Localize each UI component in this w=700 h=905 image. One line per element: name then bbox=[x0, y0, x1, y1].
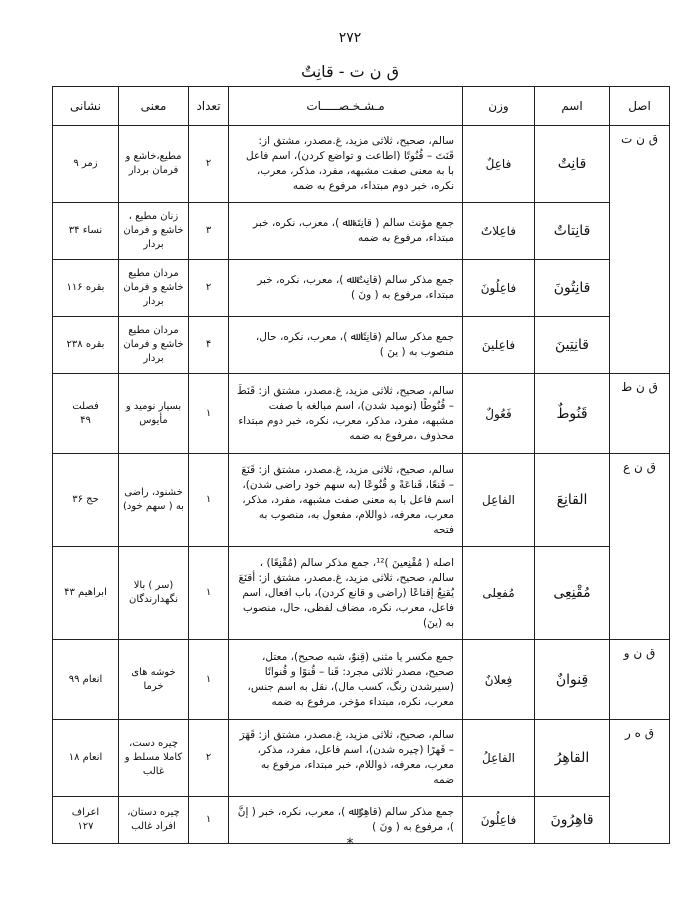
cell-reference: حج ۳۶ bbox=[53, 454, 119, 547]
header-description: مـشـخـصـــــات bbox=[229, 87, 463, 126]
cell-count: ۲ bbox=[189, 720, 229, 797]
cell-pattern: فاعِلُونَ bbox=[463, 797, 535, 844]
cell-meaning: مردان مطیع خاشع و فرمان بردار bbox=[119, 317, 189, 374]
header-word: اسم bbox=[535, 87, 610, 126]
cell-meaning: چیره دستان، افراد غالب bbox=[119, 797, 189, 844]
cell-pattern: فَعُولٌ bbox=[463, 374, 535, 454]
cell-word: قِنوانٌ bbox=[535, 640, 610, 720]
cell-pattern: الفاعِلُ bbox=[463, 720, 535, 797]
table-row bbox=[53, 454, 670, 547]
cell-pattern: فاعِلاتٌ bbox=[463, 203, 535, 260]
cell-word: قاهِرُونَ bbox=[535, 797, 610, 844]
cell-description: سالم، صحیح، ثلاثی مزید، غ.مصدر، مشتق از: قَنَتَ – قُنُوتًا (اطاعت و تواضع کردن)، اسم فاعل با به معنی صفت مشبهه، مفرد، مذکر، معرب، نکره، خبر دوم مبتداء، مرفوع به ضمه bbox=[229, 126, 463, 203]
table-row bbox=[53, 547, 670, 640]
table-row bbox=[53, 260, 670, 317]
cell-meaning: خشنود، راضی به ( سهم خود) bbox=[119, 454, 189, 547]
cell-description: سالم، صحیح، ثلاثی مزید، غ.مصدر، مشتق از: قَهَرَ – قَهرًا (چیره شدن)، اسم فاعل، مفرد، مذکر، معرب، معرفه، ذواللام، خبر مبتداء، مرفوع به ضمه bbox=[229, 720, 463, 797]
table-row bbox=[53, 126, 670, 203]
cell-word: قانِتِینَ bbox=[535, 317, 610, 374]
table-header-row bbox=[53, 87, 670, 126]
header-meaning: معنی bbox=[119, 87, 189, 126]
cell-description: سالم، صحیح، ثلاثی مزید، غ.مصدر، مشتق از: قَنَعَ – قَنعًا، قَناعَةً و قُنُوعًا (به سهم خود راضی شدن)، اسم فاعل با به معنی صفت مشبهه، مفرد، مذکر، معرب، معرفه، ذواللام، مفعول به، منصوب به فتحه bbox=[229, 454, 463, 547]
header-pattern: وزن bbox=[463, 87, 535, 126]
cell-word: قانِتٌ bbox=[535, 126, 610, 203]
table-row bbox=[53, 317, 670, 374]
cell-word: القاهِرُ bbox=[535, 720, 610, 797]
cell-root: ق ن و bbox=[610, 640, 670, 720]
cell-meaning: مطیع،خاشع و فرمان بردار bbox=[119, 126, 189, 203]
cell-pattern: مُفعِلی bbox=[463, 547, 535, 640]
header-root: اصل bbox=[610, 87, 670, 126]
cell-count: ۴ bbox=[189, 317, 229, 374]
cell-word: قانِتُونَ bbox=[535, 260, 610, 317]
table-row bbox=[53, 203, 670, 260]
cell-word: قَنُوطٌ bbox=[535, 374, 610, 454]
cell-description: جمع مذکر سالم (قاهِرٌ ﷲ )، معرب، نکره، خبر ( إنَّ )، مرفوع به ( ونَ ) bbox=[229, 797, 463, 844]
cell-meaning: چیره دست، کاملا مسلط و غالب bbox=[119, 720, 189, 797]
cell-reference: ابراهیم ۴۳ bbox=[53, 547, 119, 640]
cell-description: جمع مکسر یا مثنی (قِنوٌ، شبه صحیح)، معتل، صحیح، مصدر ثلاثی مجرد: قَنا – قُنوًا و قُنوانًا (سیرشدن رنگ، کسب مال)، نقل به اسم جنس، معرب، نکره، مبتداء مؤخر، مرفوع به ضمه bbox=[229, 640, 463, 720]
cell-pattern: فاعِلینَ bbox=[463, 317, 535, 374]
cell-root: ق ه ر bbox=[610, 720, 670, 844]
cell-root: ق ن ع bbox=[610, 454, 670, 640]
cell-count: ۱ bbox=[189, 547, 229, 640]
table-row bbox=[53, 720, 670, 797]
cell-reference: انعام ۱۸ bbox=[53, 720, 119, 797]
cell-reference: بقره ۲۳۸ bbox=[53, 317, 119, 374]
cell-meaning: (سر ) بالا نگهدارندگان bbox=[119, 547, 189, 640]
cell-count: ۳ bbox=[189, 203, 229, 260]
cell-count: ۲ bbox=[189, 126, 229, 203]
cell-pattern: فِعلانٌ bbox=[463, 640, 535, 720]
root-analysis-table bbox=[52, 86, 670, 844]
cell-reference: زمر ۹ bbox=[53, 126, 119, 203]
footnote-mark: * bbox=[346, 836, 354, 852]
header-count: تعداد bbox=[189, 87, 229, 126]
table-row bbox=[53, 640, 670, 720]
page-heading: ق ن ت - قانِتٌ bbox=[300, 62, 400, 81]
cell-pattern: فاعِلُونَ bbox=[463, 260, 535, 317]
cell-root: ق ن ت bbox=[610, 126, 670, 374]
cell-meaning: بسیار نومید و مأیوس bbox=[119, 374, 189, 454]
cell-meaning: زنان مطیع ، خاشع و فرمان بردار bbox=[119, 203, 189, 260]
cell-meaning: مردان مطیع خاشع و فرمان بردار bbox=[119, 260, 189, 317]
cell-word: القانِعَ bbox=[535, 454, 610, 547]
cell-meaning: خوشه های خرما bbox=[119, 640, 189, 720]
cell-description: اصله ( مُقْنِعینَ )¹²، جمع مذکر سالم (مُقْنِعًا) ، سالم، صحیح، ثلاثی مزید، غ.مصدر، مشتق از: أقنَعَ یُقنِعُ إقناعًا (راضی و قانع کردن)، باب افعال، اسم فاعل، معرب، نکره، مضاف لفظی، حال، منصوب به (ینَ) bbox=[229, 547, 463, 640]
cell-pattern: فاعِلٌ bbox=[463, 126, 535, 203]
cell-count: ۲ bbox=[189, 260, 229, 317]
cell-reference: فصلت ۴۹ bbox=[53, 374, 119, 454]
cell-root: ق ن ط bbox=[610, 374, 670, 454]
cell-pattern: الفاعِل bbox=[463, 454, 535, 547]
cell-description: جمع مذکر سالم (قانِتًا ﷲ )، معرب، نکره، حال، منصوب به ( ینَ ) bbox=[229, 317, 463, 374]
table-row bbox=[53, 374, 670, 454]
cell-description: سالم، صحیح، ثلاثی مزید، غ.مصدر، مشتق از: قَنَطَ – قُنُوطًا (نومید شدن)، اسم مبالغه با صفت مشبهه، مفرد، مذکر، معرب، نکره، خبر دوم مبتداء محذوف ،مرفوع به ضمه bbox=[229, 374, 463, 454]
cell-reference: بقره ۱۱۶ bbox=[53, 260, 119, 317]
cell-description: جمع مذکر سالم (قانِتٌ ﷲ )، معرب، نکره، خبر مبتداء، مرفوع به ( ونَ ) bbox=[229, 260, 463, 317]
cell-count: ۱ bbox=[189, 640, 229, 720]
cell-word: مُقْنِعِی bbox=[535, 547, 610, 640]
cell-count: ۱ bbox=[189, 374, 229, 454]
cell-count: ۱ bbox=[189, 454, 229, 547]
cell-reference: انعام ۹۹ bbox=[53, 640, 119, 720]
cell-reference: اعراف ۱۲۷ bbox=[53, 797, 119, 844]
cell-count: ۱ bbox=[189, 797, 229, 844]
cell-word: قانِتاتٌ bbox=[535, 203, 610, 260]
page-number: ۲۷۲ bbox=[338, 30, 362, 46]
cell-description: جمع مؤنث سالم ( قانِتَه ﷲ )، معرب، نکره، خبر مبتداء، مرفوع به ضمه bbox=[229, 203, 463, 260]
header-reference: نشانی bbox=[53, 87, 119, 126]
cell-reference: نساء ۳۴ bbox=[53, 203, 119, 260]
